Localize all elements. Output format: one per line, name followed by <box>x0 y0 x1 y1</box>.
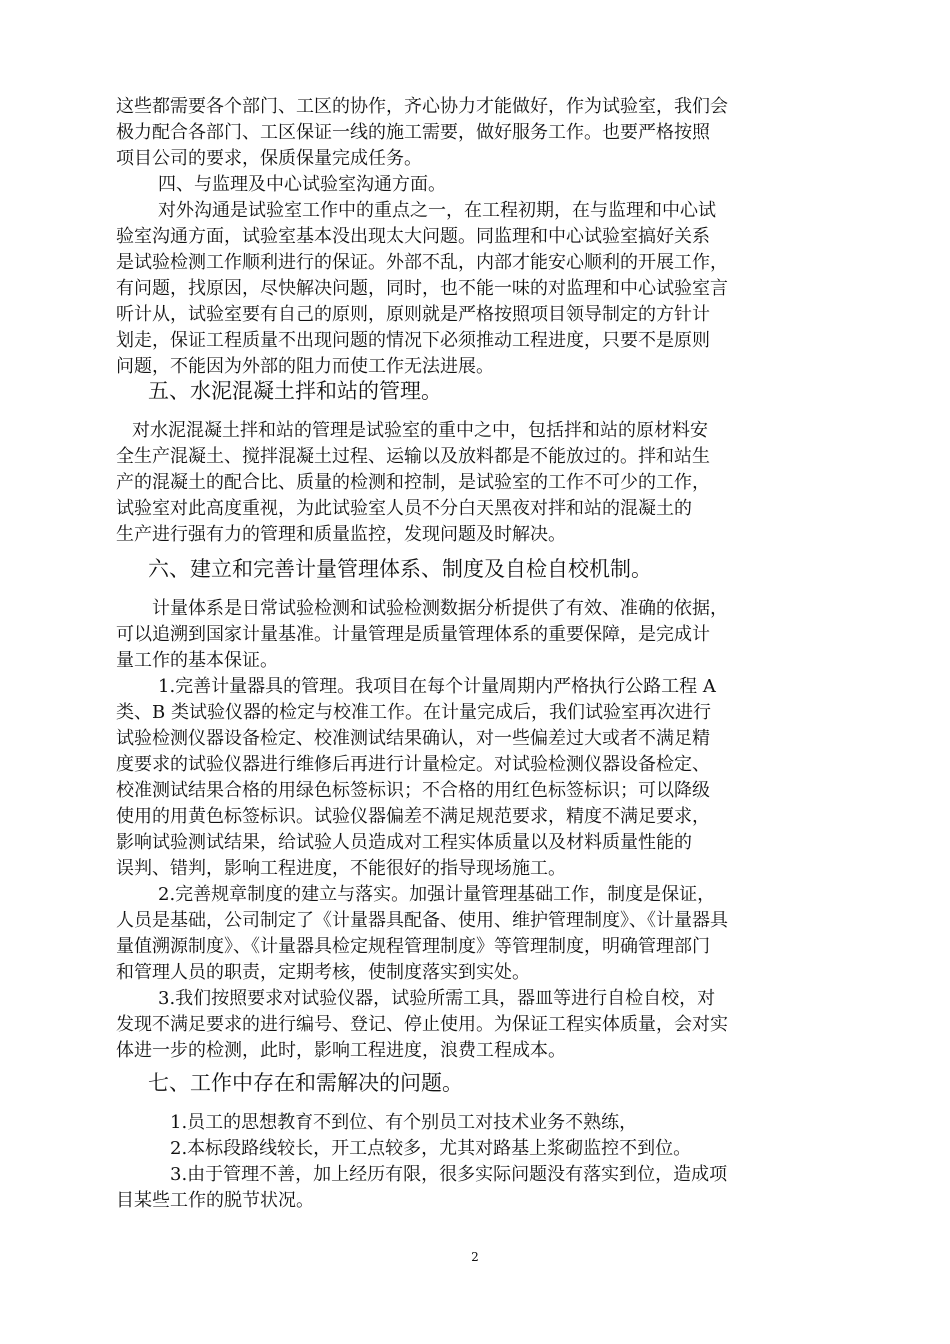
paragraph-line: 1.完善计量器具的管理。我项目在每个计量周期内严格执行公路工程 A <box>158 676 716 697</box>
section-heading-6: 六、建立和完善计量管理体系、制度及自检自校机制。 <box>148 557 652 581</box>
paragraph-line: 试验室对此高度重视，为此试验室人员不分白天黑夜对拌和站的混凝土的 <box>116 498 692 519</box>
section-heading-5: 五、水泥混凝土拌和站的管理。 <box>148 379 442 403</box>
paragraph-line: 产的混凝土的配合比、质量的检测和控制，是试验室的工作不可少的工作， <box>116 472 710 493</box>
paragraph-line: 极力配合各部门、工区保证一线的施工需要，做好服务工作。也要严格按照 <box>116 122 710 143</box>
page-number: 2 <box>471 1250 479 1264</box>
paragraph-line: 使用的用黄色标签标识。试验仪器偏差不满足规范要求，精度不满足要求， <box>116 806 710 827</box>
paragraph-line: 度要求的试验仪器进行维修后再进行计量检定。对试验检测仪器设备检定、 <box>116 754 710 775</box>
paragraph-line: 发现不满足要求的进行编号、登记、停止使用。为保证工程实体质量，会对实 <box>116 1014 728 1035</box>
paragraph-line: 误判、错判，影响工程进度，不能很好的指导现场施工。 <box>116 858 566 879</box>
section-heading-4: 四、与监理及中心试验室沟通方面。 <box>158 174 446 195</box>
paragraph-line: 量工作的基本保证。 <box>116 650 278 671</box>
list-item: 目某些工作的脱节状况。 <box>116 1190 314 1211</box>
paragraph-line: 计量体系是日常试验检测和试验检测数据分析提供了有效、准确的依据， <box>152 598 728 619</box>
paragraph-line: 生产进行强有力的管理和质量监控，发现问题及时解决。 <box>116 524 566 545</box>
paragraph-line: 有问题，找原因，尽快解决问题，同时，也不能一味的对监理和中心试验室言 <box>116 278 728 299</box>
list-item: 3.由于管理不善，加上经历有限，很多实际问题没有落实到位，造成项 <box>170 1164 728 1185</box>
paragraph-line: 体进一步的检测，此时，影响工程进度，浪费工程成本。 <box>116 1040 566 1061</box>
paragraph-line: 这些都需要各个部门、工区的协作，齐心协力才能做好，作为试验室，我们会 <box>116 96 728 117</box>
paragraph-line: 和管理人员的职责，定期考核，使制度落实到实处。 <box>116 962 530 983</box>
list-item: 2.本标段路线较长，开工点较多，尤其对路基上浆砌监控不到位。 <box>170 1138 692 1159</box>
paragraph-line: 校准测试结果合格的用绿色标签标识；不合格的用红色标签标识；可以降级 <box>116 780 710 801</box>
paragraph-line: 问题，不能因为外部的阻力而使工作无法进展。 <box>116 356 494 377</box>
paragraph-line: 是试验检测工作顺利进行的保证。外部不乱，内部才能安心顺利的开展工作， <box>116 252 728 273</box>
paragraph-line: 项目公司的要求，保质保量完成任务。 <box>116 148 422 169</box>
paragraph-line: 量值溯源制度》、《计量器具检定规程管理制度》等管理制度，明确管理部门 <box>116 936 710 957</box>
paragraph-line: 对水泥混凝土拌和站的管理是试验室的重中之中，包括拌和站的原材料安 <box>132 420 708 441</box>
paragraph-line: 类、B 类试验仪器的检定与校准工作。在计量完成后，我们试验室再次进行 <box>116 702 711 723</box>
paragraph-line: 对外沟通是试验室工作中的重点之一，在工程初期，在与监理和中心试 <box>158 200 716 221</box>
list-item: 1.员工的思想教育不到位、有个别员工对技术业务不熟练， <box>170 1112 638 1133</box>
paragraph-line: 2.完善规章制度的建立与落实。加强计量管理基础工作，制度是保证， <box>158 884 716 905</box>
paragraph-line: 人员是基础，公司制定了《计量器具配备、使用、维护管理制度》、《计量器具 <box>116 910 728 931</box>
paragraph-line: 3.我们按照要求对试验仪器，试验所需工具，器皿等进行自检自校，对 <box>158 988 716 1009</box>
paragraph-line: 听计从，试验室要有自己的原则，原则就是严格按照项目领导制定的方针计 <box>116 304 710 325</box>
paragraph-line: 验室沟通方面，试验室基本没出现太大问题。同监理和中心试验室搞好关系 <box>116 226 710 247</box>
paragraph-line: 全生产混凝土、搅拌混凝土过程、运输以及放料都是不能放过的。拌和站生 <box>116 446 710 467</box>
paragraph-line: 划走，保证工程质量不出现问题的情况下必须推动工程进度，只要不是原则 <box>116 330 710 351</box>
paragraph-line: 可以追溯到国家计量基准。计量管理是质量管理体系的重要保障，是完成计 <box>116 624 710 645</box>
paragraph-line: 试验检测仪器设备检定、校准测试结果确认，对一些偏差过大或者不满足精 <box>116 728 710 749</box>
section-heading-7: 七、工作中存在和需解决的问题。 <box>148 1071 463 1095</box>
paragraph-line: 影响试验测试结果，给试验人员造成对工程实体质量以及材料质量性能的 <box>116 832 692 853</box>
